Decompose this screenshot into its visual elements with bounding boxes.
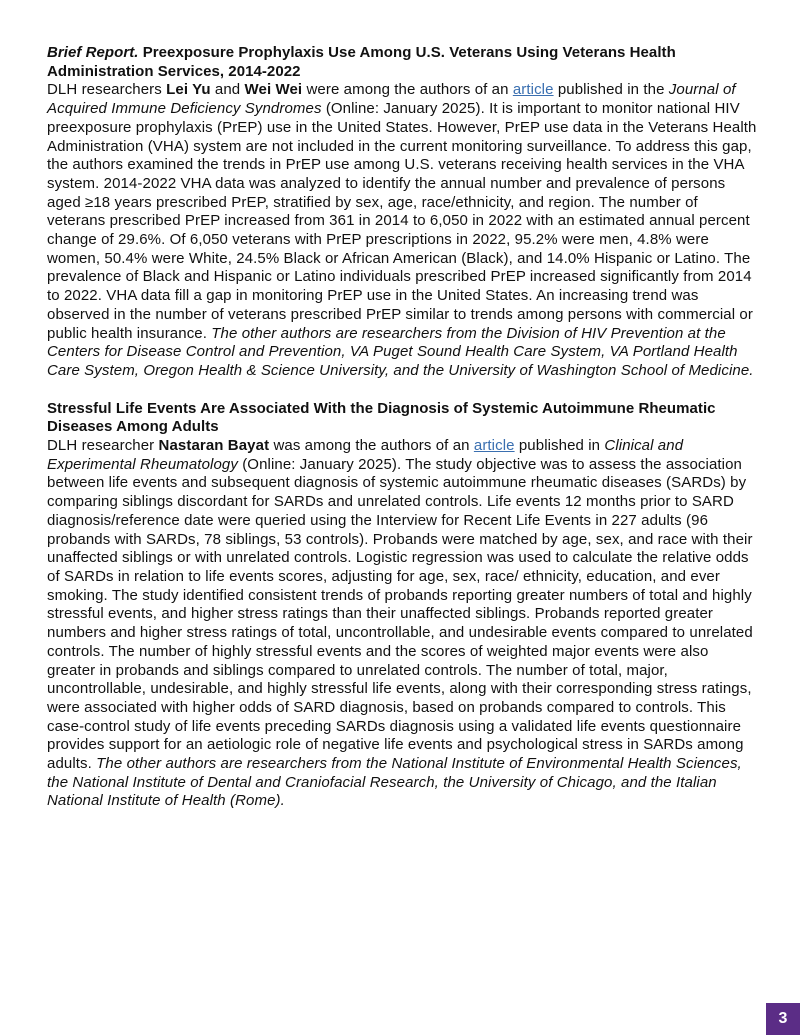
section-heading: Stressful Life Events Are Associated With the Diagnosis of Systemic Autoimmune Rheumatic Diseases Among Adults (47, 399, 716, 436)
page-number-badge: 3 (766, 1003, 800, 1035)
section-body (47, 81, 757, 380)
body-text: (Online: January 2025). The study objective was to assess the association between life events and subsequent diagnosis of systemic autoimmune rheumatic diseases (SARDs) by comparing siblings discordant for SARDs and unrelated controls. Life events 12 months prior to SARD diagnosis/reference date were queried using the Interview for Recent Life Events in 227 adults (96 probands with SARDs, 78 siblings, 53 controls). Probands were matched by age, sex, and race with their unaffected siblings or with unrelated controls. Logistic regression was used to calculate the relative odds of SARDs in relation to life events scores, adjusting for age, sex, race/ ethnicity, education, and ever smoking. The study identified consistent trends of probands reporting greater numbers of total and highly stressful events, and higher stress ratings than their unaffected siblings. Probands reported greater numbers and higher stress ratings of total, uncontrollable, and undesirable events compared to unrelated controls. The number of highly stressful events and the scores of weighted major events were also greater in probands and siblings compared to unrelated controls. The number of total, major, uncontrollable, undesirable, and highly stressful life events, along with their corresponding stress ratings, were associated with higher odds of SARD diagnosis, based on probands compared to controls. This case-control study of life events preceding SARDs diagnosis using a validated life events questionnaire provides support for an aetiologic role of negative life events and psychological stress in SARDs among adults. (47, 455, 753, 773)
article-link[interactable]: article (473, 437, 515, 455)
author-name: Nastaran Bayat (158, 437, 270, 455)
coauthors-note: The other authors are researchers from the National Institute of Environmental Health Sciences, the National Institute of Dental and Craniofacial Research, the University of Chicago, and the Italian National Institute of Health (Rome). (47, 755, 742, 810)
body-text: DLH researchers (47, 81, 167, 99)
journal-name: Clinical and Experimental Rheumatology (47, 437, 684, 473)
author-name: Wei Wei (244, 81, 303, 99)
journal-name: Journal of Acquired Immune Deficiency Syndromes (47, 81, 736, 118)
author-name: Lei Yu (166, 81, 211, 99)
body-text: (Online: January 2025). It is important to monitor national HIV preexposure prophylaxis (PrEP) use in the United States. However, PrEP use data in the Veterans Health Administration (VHA) system are not included in the current monitoring surveillance. To address this gap, the authors examined the trends in PrEP use among U.S. veterans receiving health services in the VHA system. 2014-2022 VHA data was analyzed to identify the annual number and prevalence of persons aged ≥18 years prescribed PrEP, stratified by sex, age, race/ethnicity, and region. The number of veterans prescribed PrEP increased from 361 in 2014 to 6,050 in 2022 with an estimated annual percent change of 29.6%. Of 6,050 veterans with PrEP prescriptions in 2022, 95.2% were men, 4.8% were women, 50.4% were White, 24.5% Black or African American (Black), and 14.0% Hispanic or Latino. The prevalence of Black and Hispanic or Latino individuals prescribed PrEP increased significantly from 2014 to 2022. VHA data fill a gap in monitoring PrEP use in the United States. An increasing trend was observed in the number of veterans prescribed PrEP similar to trends among persons with commercial or public health insurance. (47, 100, 757, 342)
body-text: published in (514, 437, 605, 455)
article-section-sards (47, 400, 757, 811)
heading-lead: Brief Report. (47, 44, 139, 61)
article-link[interactable]: article (512, 81, 554, 99)
body-text: published in the (553, 81, 669, 99)
body-text: DLH researcher (47, 437, 159, 455)
coauthors-note: The other authors are researchers from the Division of HIV Prevention at the Centers for Disease Control and Prevention, VA Puget Sound Health Care System, VA Portland Health Care System, Oregon Health & Science University, and the University of Washington School of Medicine. (47, 324, 754, 379)
section-heading (47, 44, 757, 81)
body-text: were among the authors of an (302, 81, 513, 99)
body-text: and (210, 81, 245, 99)
section-body (47, 437, 757, 811)
heading-title: Preexposure Prophylaxis Use Among U.S. Veterans Using Veterans Health Administration Services, 2014-2022 (47, 44, 676, 80)
body-text: was among the authors of an (269, 437, 474, 455)
article-section-prep (47, 44, 757, 381)
document-page (47, 44, 757, 830)
